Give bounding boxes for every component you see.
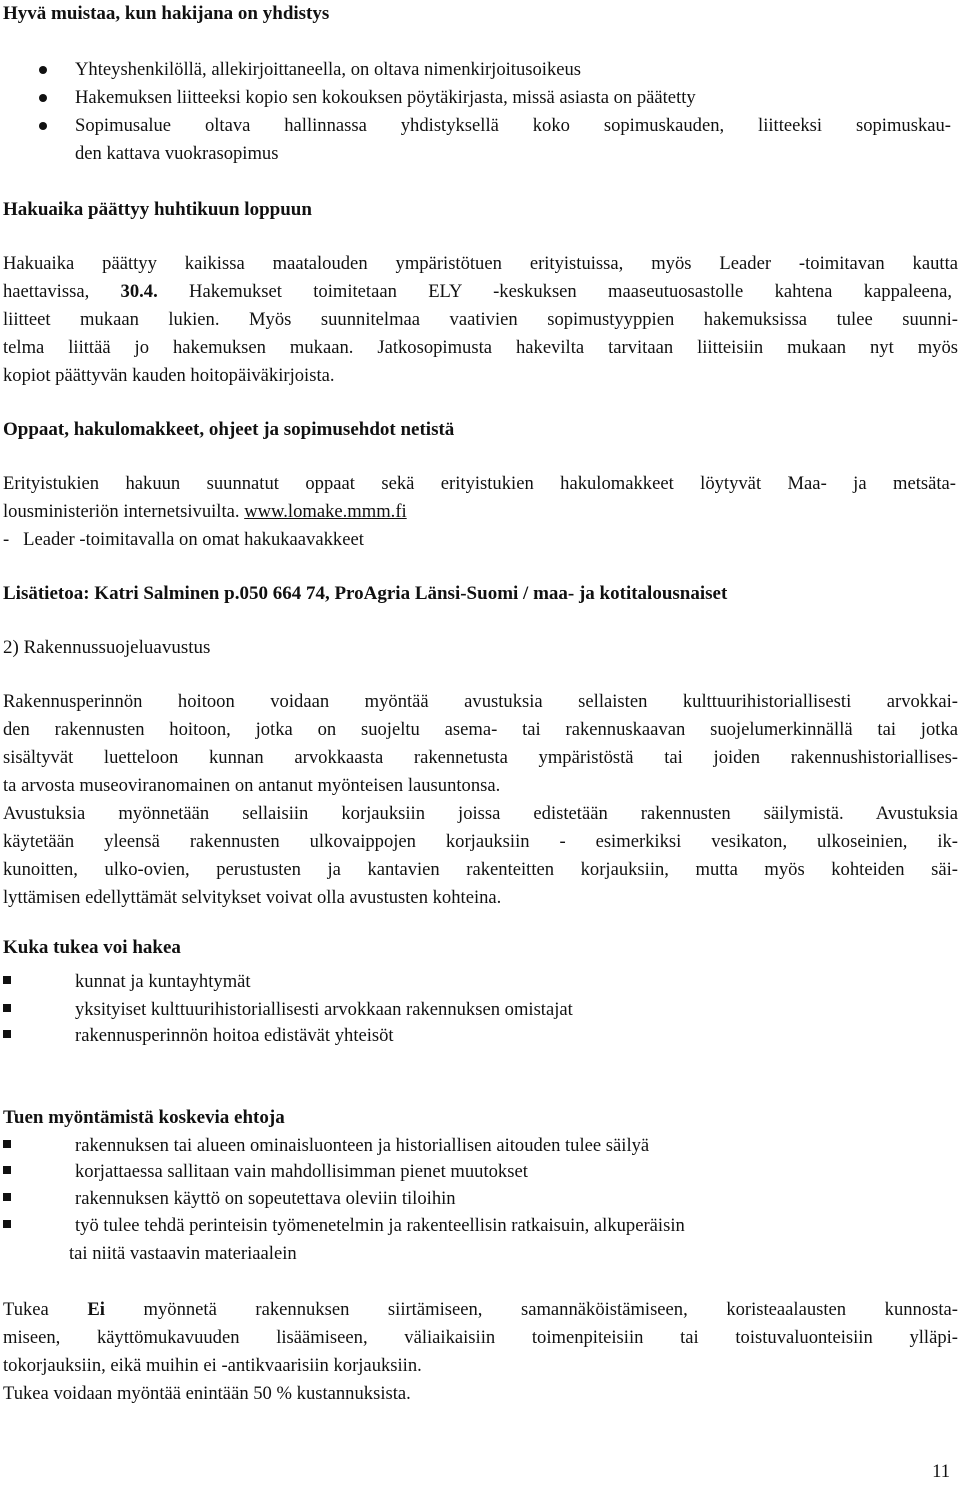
bullet-square-icon <box>3 976 11 984</box>
emphasis-ei: Ei <box>87 1299 105 1320</box>
paragraph-line: miseen, käyttömukavuuden lisäämiseen, väliaikaisiin toimenpiteisiin tai toistuvaluonteisiin ylläpi- <box>3 1327 958 1348</box>
page-number: 11 <box>932 1461 950 1482</box>
bullet-dot-icon <box>39 122 47 130</box>
paragraph-text: myönnetä rakennuksen siirtämiseen, samannäköistämiseen, koristeaalausten kunnosta- <box>143 1299 958 1320</box>
list-item: kunnat ja kuntayhtymät <box>75 971 251 992</box>
bullet-square-icon <box>3 1030 11 1038</box>
paragraph-line: Avustuksia myönnetään sellaisiin korjauksiin joissa edistetään rakennusten säilymistä. Avustuksia <box>3 803 958 824</box>
list-item: rakennuksen tai alueen ominaisluonteen ja historiallisen aitouden tulee säilyä <box>75 1135 650 1156</box>
paragraph-line: Tukea voidaan myöntää enintään 50 % kustannuksista. <box>3 1383 411 1404</box>
bullet-square-icon <box>3 1004 11 1012</box>
paragraph-line: kunoitten, ulko-ovien, perustusten ja kantavien rakenteitten korjauksiin, mutta myös kohteiden säi- <box>3 859 958 880</box>
heading-conditions: Tuen myöntämistä koskevia ehtoja <box>3 1107 285 1128</box>
paragraph-line: tokorjauksiin, eikä muihin ei -antikvaarisiin korjauksiin. <box>3 1355 422 1376</box>
paragraph-line: sisältyvät luetteloon kunnan arvokkaasta rakennetusta ympäristöstä tai joiden rakennushistoriallises- <box>3 747 958 768</box>
paragraph-line <box>3 498 407 526</box>
paragraph-line: käytetään yleensä rakennusten ulkovaippojen korjauksiin - esimerkiksi vesikaton, ulkoseinien, ik- <box>3 831 958 852</box>
paragraph-line: ta arvosta museoviranomainen on antanut myönteisen lausuntonsa. <box>3 775 501 796</box>
section-title-association: Hyvä muistaa, kun hakijana on yhdistys <box>3 3 330 24</box>
list-item-continuation: den kattava vuokrasopimus <box>75 143 279 164</box>
mmm-link[interactable]: www.lomake.mmm.fi <box>244 501 407 522</box>
paragraph-line: kopiot päättyvän kauden hoitopäiväkirjoista. <box>3 365 335 386</box>
paragraph-line <box>3 278 952 306</box>
paragraph-text: Tukea <box>3 1299 49 1320</box>
list-item: Hakemuksen liitteeksi kopio sen kokouksen pöytäkirjasta, missä asiasta on päätetty <box>75 87 696 108</box>
contact-info: Lisätietoa: Katri Salminen p.050 664 74, ProAgria Länsi-Suomi / maa- ja kotitalousnaiset <box>3 583 728 604</box>
paragraph-line: Hakuaika päättyy kaikissa maatalouden ympäristötuen erityistuissa, myös Leader -toimitavan kautta <box>3 253 958 274</box>
list-item-continuation: tai niitä vastaavin materiaalein <box>69 1243 297 1264</box>
list-item: Sopimusalue oltava hallinnassa yhdistyksellä koko sopimuskauden, liitteeksi sopimuskau- <box>75 115 951 136</box>
heading-who-can-apply: Kuka tukea voi hakea <box>3 937 181 958</box>
leader-note: - Leader -toimitavalla on omat hakukaavakkeet <box>3 529 364 550</box>
paragraph-line: Rakennusperinnön hoitoon voidaan myöntää avustuksia sellaisten kulttuurihistoriallisesti arvokkai- <box>3 691 958 712</box>
bullet-square-icon <box>3 1140 11 1148</box>
bullet-dot-icon <box>39 66 47 74</box>
paragraph-text: haettavissa, <box>3 281 90 302</box>
list-item: Yhteyshenkilöllä, allekirjoittaneella, on oltava nimenkirjoitusoikeus <box>75 59 582 80</box>
paragraph-line: den rakennusten hoitoon, jotka on suojeltu asema- tai rakennuskaavan suojelumerkinnällä tai jotka <box>3 719 958 740</box>
list-item: rakennuksen käyttö on sopeutettava oleviin tiloihin <box>75 1188 456 1209</box>
section-title-building-protection: 2) Rakennussuojeluavustus <box>3 637 211 658</box>
bullet-square-icon <box>3 1193 11 1201</box>
list-item: korjattaessa sallitaan vain mahdollisimman pienet muutokset <box>75 1161 528 1182</box>
heading-guides: Oppaat, hakulomakkeet, ohjeet ja sopimusehdot netistä <box>3 419 455 440</box>
list-item: työ tulee tehdä perinteisin työmenetelmin ja rakenteellisin ratkaisuin, alkuperäisin <box>75 1215 685 1236</box>
paragraph-line: liitteet mukaan lukien. Myös suunnitelmaa vaativien sopimustyyppien hakemuksissa tulee suunni- <box>3 309 958 330</box>
list-item: rakennusperinnön hoitoa edistävät yhteisöt <box>75 1025 394 1046</box>
bullet-square-icon <box>3 1166 11 1174</box>
bullet-square-icon <box>3 1220 11 1228</box>
paragraph-line: lyttämisen edellyttämät selvitykset voivat olla avustusten kohteina. <box>3 887 502 908</box>
list-item: yksityiset kulttuurihistoriallisesti arvokkaan rakennuksen omistajat <box>75 999 573 1020</box>
paragraph-line: telma liittää jo hakemuksen mukaan. Jatkosopimusta hakevilta tarvitaan liitteisiin mukaan nyt myös <box>3 337 958 358</box>
paragraph-line <box>3 1296 958 1324</box>
heading-deadline: Hakuaika päättyy huhtikuun loppuun <box>3 199 312 220</box>
deadline-date: 30.4. <box>120 281 158 302</box>
paragraph-line: Erityistukien hakuun suunnatut oppaat sekä erityistukien hakulomakkeet löytyvät Maa- ja metsäta- <box>3 473 956 494</box>
paragraph-text: Hakemukset toimitetaan ELY -keskuksen maaseutuosastolle kahtena kappaleena, <box>189 281 952 302</box>
bullet-dot-icon <box>39 94 47 102</box>
paragraph-text: lousministeriön internetsivuilta. <box>3 501 240 522</box>
